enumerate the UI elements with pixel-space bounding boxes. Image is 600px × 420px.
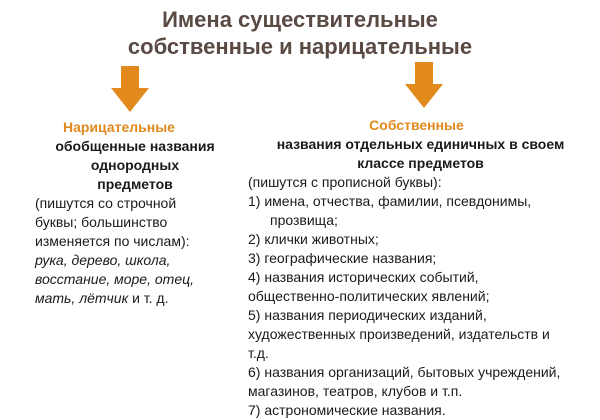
definition-line: обобщенные названия: [55, 138, 215, 154]
common-nouns-heading: Нарицательные: [63, 119, 175, 135]
definition-line: классе предметов: [357, 155, 484, 171]
common-nouns-definition: [35, 137, 235, 194]
common-nouns-examples: [35, 251, 210, 308]
list-item: художественных произведений, издательств и: [248, 326, 550, 342]
example-line: восстание, море, отец,: [35, 271, 194, 287]
list-item: т.д.: [248, 345, 269, 361]
list-item: общественно-политических явлений;: [248, 288, 490, 304]
list-item: 5) названия периодических изданий,: [248, 307, 487, 323]
example-line: [35, 289, 210, 308]
proper-nouns-list: [248, 192, 593, 420]
list-item: 2) клички животных;: [248, 231, 379, 247]
proper-nouns-note: (пишутся с прописной буквы):: [248, 174, 442, 190]
proper-nouns-definition: [248, 135, 593, 173]
list-item: магазинов, театров, клубов и т.п.: [248, 383, 463, 399]
diagram-title: [0, 6, 600, 60]
down-arrow-icon: [405, 62, 443, 108]
proper-nouns-heading: Собственные: [369, 117, 464, 133]
definition-line: однородных: [90, 157, 180, 173]
list-item: прозвища;: [270, 212, 338, 228]
list-item: 1) имена, отчества, фамилии, псевдонимы,: [248, 193, 532, 209]
common-nouns-column: [35, 118, 265, 308]
proper-nouns-column: [248, 116, 593, 420]
example-words: мать, лётчик: [35, 290, 129, 306]
list-item: 6) названия организаций, бытовых учреждений,: [248, 364, 561, 380]
list-item: 4) названия исторических событий,: [248, 269, 479, 285]
down-arrow-icon: [111, 66, 149, 112]
note-line: буквы; большинство: [35, 214, 168, 230]
note-line: изменяется по числам):: [35, 233, 190, 249]
example-line: рука, дерево, школа,: [35, 252, 171, 268]
title-line-2: собственные и нарицательные: [127, 34, 473, 59]
definition-line: предметов: [97, 176, 173, 192]
common-nouns-note: [35, 194, 210, 251]
list-item: 3) географические названия;: [248, 250, 437, 266]
list-item: 7) астрономические названия.: [248, 402, 446, 418]
title-line-1: Имена существительные: [162, 7, 438, 32]
example-tail: и т. д.: [128, 290, 169, 306]
note-line: (пишутся со строчной: [35, 195, 177, 211]
definition-line: названия отдельных единичных в своем: [276, 136, 565, 152]
